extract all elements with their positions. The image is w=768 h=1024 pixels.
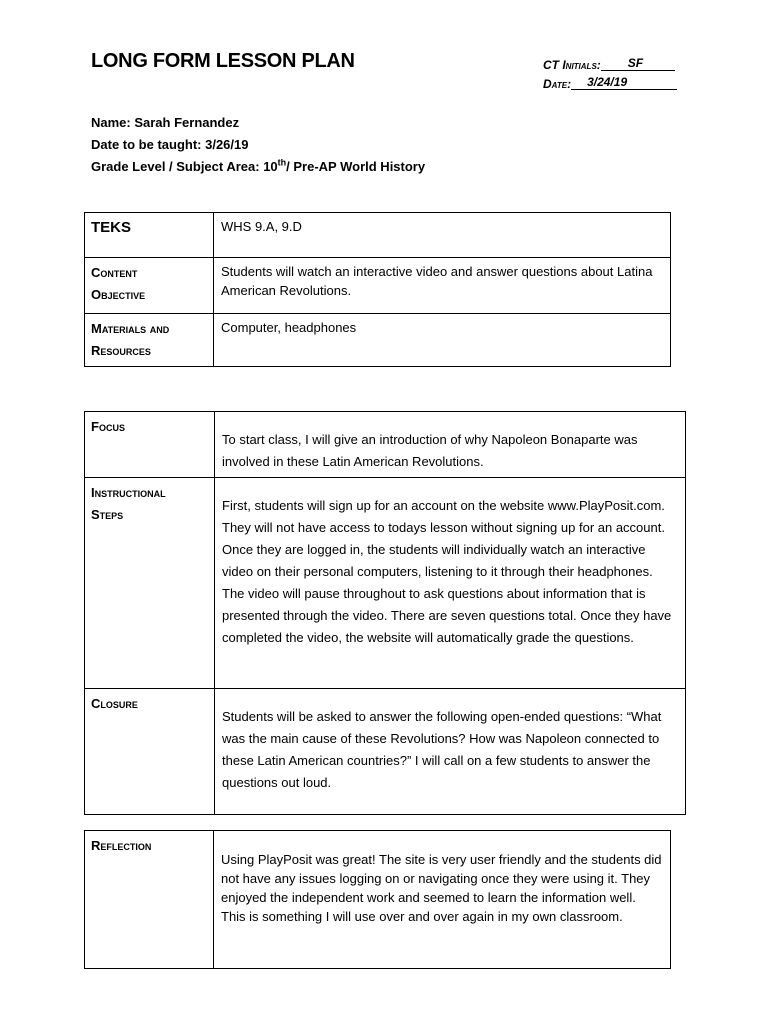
content-objective-value: Students will watch an interactive video and answer questions about Latina American Revolutions. xyxy=(214,258,671,314)
grade-subject xyxy=(91,156,425,178)
materials-label xyxy=(85,314,214,367)
closure-row xyxy=(85,689,686,815)
ct-block xyxy=(543,56,677,94)
materials-row xyxy=(85,314,671,367)
instructional-steps-value: First, students will sign up for an account on the website www.PlayPosit.com. They will not have access to todays lesson without signing up for an account. Once they are logged in, the students will individually watch an interactive video on their personal computers, listening to it through their headphones. The video will pause throughout to ask questions about information that is presented through the video. There are seven questions total. Once they have completed the video, the website will automatically grade the questions. xyxy=(215,478,686,689)
teks-row xyxy=(85,213,671,258)
content-objective-row xyxy=(85,258,671,314)
reflection-row xyxy=(85,831,671,969)
procedure-table xyxy=(84,411,686,815)
page-title: LONG FORM LESSON PLAN xyxy=(91,50,355,72)
ct-initials-label: CT Initials: xyxy=(543,58,601,72)
ct-date-row xyxy=(543,75,677,94)
teacher-name: Name: Sarah Fernandez xyxy=(91,115,240,130)
ct-initials-row xyxy=(543,56,677,75)
content-label-line-2: Objective xyxy=(91,287,146,302)
materials-value: Computer, headphones xyxy=(214,314,671,367)
reflection-value: Using PlayPosit was great! The site is very user friendly and the students did not have any issues logging on or navigating once they were using it. They enjoyed the independent work and seemed to learn the information well. This is something I will use over and over again in my own classroom. xyxy=(214,831,671,969)
instructional-steps-label xyxy=(85,478,215,689)
closure-label: Closure xyxy=(85,689,215,815)
teks-value: WHS 9.A, 9.D xyxy=(214,213,671,258)
ct-date-label: Date: xyxy=(543,77,572,91)
focus-label: Focus xyxy=(85,412,215,478)
steps-label-line-1: Instructional xyxy=(91,485,166,500)
lesson-info xyxy=(91,112,425,178)
grade-sup: th xyxy=(277,157,287,168)
focus-row xyxy=(85,412,686,478)
ct-initials-value: SF xyxy=(601,56,675,71)
grade-suffix: / Pre-AP World History xyxy=(286,159,426,174)
instructional-steps-row xyxy=(85,478,686,689)
content-label-line-1: Content xyxy=(91,265,138,280)
materials-label-line-2: Resources xyxy=(91,343,151,358)
reflection-label: Reflection xyxy=(85,831,214,969)
teks-label: TEKS xyxy=(85,213,214,258)
reflection-table xyxy=(84,830,671,969)
focus-value: To start class, I will give an introduction of why Napoleon Bonaparte was involved in these Latin American Revolutions. xyxy=(215,412,686,478)
materials-label-line-1: Materials and xyxy=(91,321,170,336)
ct-date-value: 3/24/19 xyxy=(571,75,677,90)
grade-prefix: Grade Level / Subject Area: 10 xyxy=(91,159,278,174)
objectives-table xyxy=(84,212,671,367)
steps-label-line-2: Steps xyxy=(91,507,124,522)
content-objective-label xyxy=(85,258,214,314)
closure-value: Students will be asked to answer the following open-ended questions: “What was the main cause of these Revolutions? How was Napoleon connected to these Latin American countries?” I will call on a few students to answer the questions out loud. xyxy=(215,689,686,815)
date-to-be-taught: Date to be taught: 3/26/19 xyxy=(91,137,249,152)
